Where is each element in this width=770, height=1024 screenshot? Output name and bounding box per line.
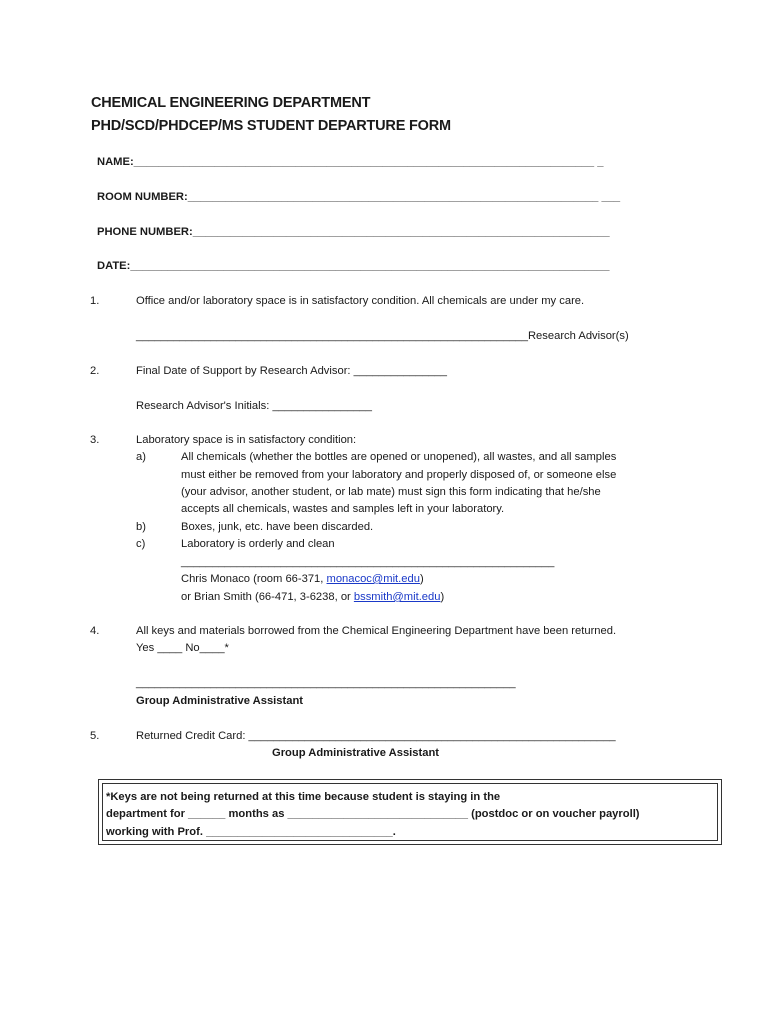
form-title: PHD/SCD/PHDCEP/MS STUDENT DEPARTURE FORM bbox=[91, 118, 451, 134]
note-line[interactable]: department for ______ months as _____________________________ (postdoc or on voucher payroll) bbox=[106, 808, 640, 820]
contact-brian-smith bbox=[181, 591, 444, 603]
admin-assistant-signature[interactable]: _____________________________________________________________ bbox=[136, 677, 516, 689]
note-line[interactable]: working with Prof. ______________________________. bbox=[106, 826, 396, 838]
item-3b-text: Boxes, junk, etc. have been discarded. bbox=[181, 521, 374, 533]
contact-1-prefix: Chris Monaco (room 66-371, bbox=[181, 573, 327, 585]
item-2-number: 2. bbox=[90, 365, 100, 377]
lab-inspector-signature[interactable]: ____________________________________________________________ bbox=[181, 556, 555, 568]
contact-chris-monaco bbox=[181, 573, 424, 585]
item-4-text: All keys and materials borrowed from the Chemical Engineering Department have been returned. bbox=[136, 625, 617, 637]
note-line: *Keys are not being returned at this time because student is staying in the bbox=[106, 791, 501, 803]
item-5-number: 5. bbox=[90, 730, 100, 742]
item-3a-line: must either be removed from your laboratory and properly disposed of, or someone else bbox=[181, 469, 617, 481]
item-3a-line: accepts all chemicals, wastes and samples left in your laboratory. bbox=[181, 503, 505, 515]
item-3a-label: a) bbox=[136, 451, 146, 463]
smith-email-link[interactable]: bssmith@mit.edu bbox=[353, 591, 441, 603]
item-3-text: Laboratory space is in satisfactory condition: bbox=[136, 434, 357, 446]
item-3c-text: Laboratory is orderly and clean bbox=[181, 538, 335, 550]
item-1-number: 1. bbox=[90, 295, 100, 307]
item-4-number: 4. bbox=[90, 625, 100, 637]
contact-1-suffix: ) bbox=[419, 573, 424, 585]
keys-returned-yes-no[interactable]: Yes ____ No____* bbox=[136, 642, 229, 654]
department-title: CHEMICAL ENGINEERING DEPARTMENT bbox=[91, 95, 371, 111]
contact-2-suffix: ) bbox=[440, 591, 445, 603]
final-support-date[interactable]: Final Date of Support by Research Advisor: _______________ bbox=[136, 365, 447, 377]
monaco-email-link[interactable]: monacoc@mit.edu bbox=[326, 573, 420, 585]
admin-assistant-role: Group Administrative Assistant bbox=[136, 695, 304, 707]
contact-2-prefix: or Brian Smith (66-471, 3-6238, or bbox=[181, 591, 354, 603]
room-number-field[interactable]: ROOM NUMBER:__________________________________________________________________ ___ bbox=[97, 191, 621, 203]
date-field[interactable]: DATE:_____________________________________________________________________________ bbox=[97, 260, 610, 272]
phone-number-field[interactable]: PHONE NUMBER:___________________________________________________________________ bbox=[97, 226, 610, 238]
credit-card-admin-role: Group Administrative Assistant bbox=[272, 747, 440, 759]
item-3-number: 3. bbox=[90, 434, 100, 446]
advisor-initials[interactable]: Research Advisor's Initials: ________________ bbox=[136, 400, 372, 412]
returned-credit-card[interactable]: Returned Credit Card: ___________________________________________________________ bbox=[136, 730, 616, 742]
item-1-text: Office and/or laboratory space is in satisfactory condition. All chemicals are under my care. bbox=[136, 295, 585, 307]
item-3a-line: (your advisor, another student, or lab mate) must sign this form indicating that he/she bbox=[181, 486, 601, 498]
research-advisor-signature[interactable]: _______________________________________________________________Research Advisor(s) bbox=[136, 330, 629, 342]
name-field[interactable]: NAME:__________________________________________________________________________ _ bbox=[97, 156, 604, 168]
item-3c-label: c) bbox=[136, 538, 146, 550]
item-3a-line: All chemicals (whether the bottles are opened or unopened), all wastes, and all samples bbox=[181, 451, 617, 463]
item-3b-label: b) bbox=[136, 521, 146, 533]
